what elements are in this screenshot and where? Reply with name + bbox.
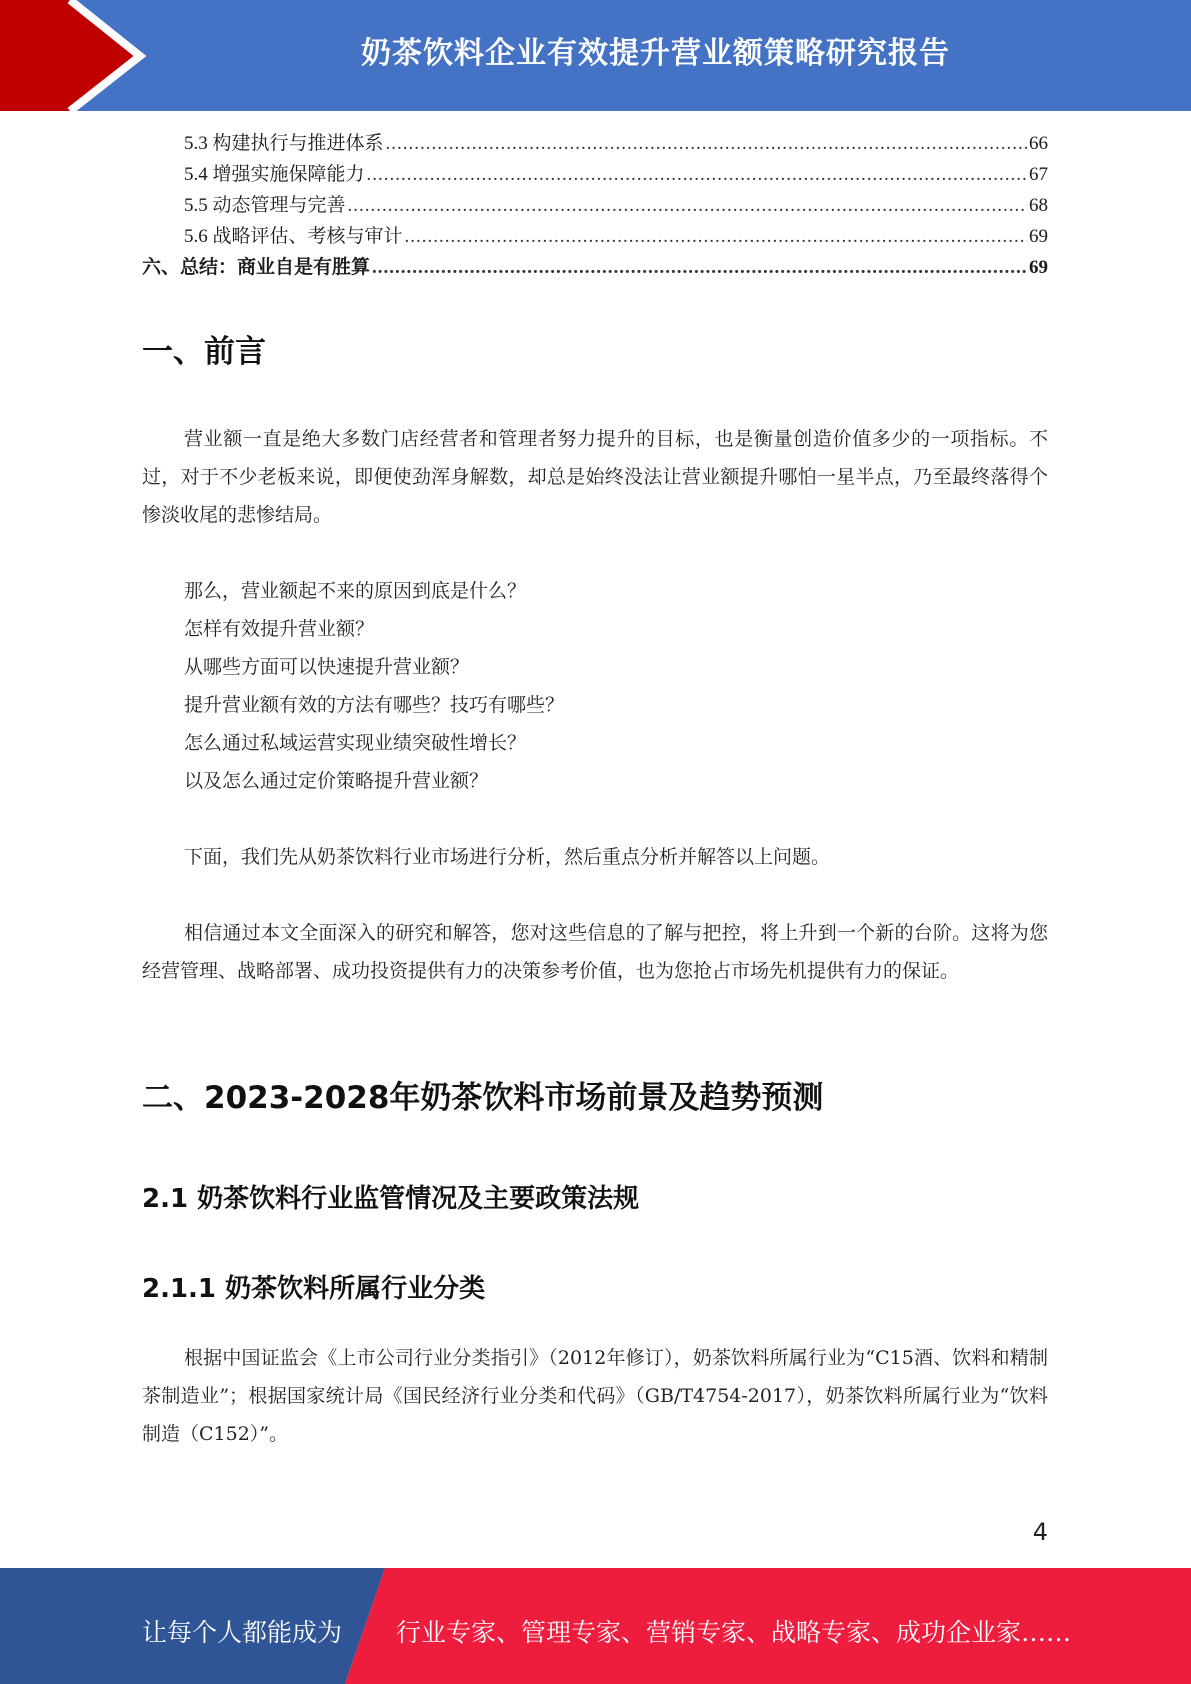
question-item: 那么，营业额起不来的原因到底是什么？ xyxy=(184,580,527,602)
toc-dot-leader xyxy=(348,195,1027,217)
conclusion-paragraph: 相信通过本文全面深入的研究和解答，您对这些信息的了解与把控，将上升到一个新的台阶。这将为您经营管理、战略部署、成功投资提供有力的决策参考价值，也为您抢占市场先机提供有力的保证。 xyxy=(142,922,1048,982)
toc-entry[interactable] xyxy=(142,159,1048,190)
toc-entry[interactable] xyxy=(142,252,1048,283)
toc-dot-leader xyxy=(386,133,1027,155)
page-header xyxy=(0,0,1191,111)
section-heading-market-outlook: 二、2023-2028年奶茶饮料市场前景及趋势预测 xyxy=(142,1080,824,1116)
toc-dot-leader xyxy=(372,257,1027,279)
question-list xyxy=(184,572,564,800)
subsection-heading-regulation: 2.1 奶茶饮料行业监管情况及主要政策法规 xyxy=(142,1184,640,1214)
footer-slogan-right: 行业专家、管理专家、营销专家、战略专家、成功企业家…… xyxy=(396,1618,1072,1647)
toc-entry-page: 66 xyxy=(1029,133,1048,154)
report-title: 奶茶饮料企业有效提升营业额策略研究报告 xyxy=(361,36,950,71)
toc-entry-label: 5.5 动态管理与完善 xyxy=(184,195,346,216)
toc-entry[interactable] xyxy=(142,128,1048,159)
footer-slogan-left: 让每个人都能成为 xyxy=(142,1618,343,1647)
toc-entry-page: 69 xyxy=(1029,226,1048,247)
question-item: 怎样有效提升营业额？ xyxy=(184,618,375,640)
toc-entry-label: 5.6 战略评估、考核与审计 xyxy=(184,226,403,247)
transition-paragraph: 下面，我们先从奶茶饮料行业市场进行分析，然后重点分析并解答以上问题。 xyxy=(184,846,831,868)
toc-dot-leader xyxy=(405,226,1027,248)
toc-entry-label: 六、总结：商业自是有胜算 xyxy=(142,257,371,278)
toc-entry-page: 69 xyxy=(1029,257,1048,278)
section-heading-preface: 一、前言 xyxy=(142,334,266,370)
preface-intro-paragraph: 营业额一直是绝大多数门店经营者和管理者努力提升的目标，也是衡量创造价值多少的一项指标。不过，对于不少老板来说，即便使劲浑身解数，却总是始终没法让营业额提升哪怕一星半点，乃至最终落得个惨淡收尾的悲惨结局。 xyxy=(142,428,1048,526)
table-of-contents xyxy=(142,128,1048,283)
toc-entry[interactable] xyxy=(142,221,1048,252)
classification-paragraph: 根据中国证监会《上市公司行业分类指引》（2012年修订），奶茶饮料所属行业为“C15酒、饮料和精制茶制造业”；根据国家统计局《国民经济行业分类和代码》（GB/T4754-2017），奶茶饮料所属行业为“饮料制造（C152）”。 xyxy=(142,1347,1048,1445)
page-footer xyxy=(0,1568,1191,1684)
toc-entry-label: 5.4 增强实施保障能力 xyxy=(184,164,365,185)
page-number: 4 xyxy=(1032,1518,1048,1546)
subsection-heading-classification: 2.1.1 奶茶饮料所属行业分类 xyxy=(142,1274,486,1304)
toc-entry-label: 5.3 构建执行与推进体系 xyxy=(184,133,384,154)
question-item: 以及怎么通过定价策略提升营业额？ xyxy=(184,770,489,792)
toc-entry[interactable] xyxy=(142,190,1048,221)
toc-entry-page: 68 xyxy=(1029,195,1048,216)
question-item: 怎么通过私域运营实现业绩突破性增长？ xyxy=(184,732,527,754)
question-item: 从哪些方面可以快速提升营业额？ xyxy=(184,656,470,678)
toc-dot-leader xyxy=(367,164,1027,186)
question-item: 提升营业额有效的方法有哪些？技巧有哪些？ xyxy=(184,694,565,716)
toc-entry-page: 67 xyxy=(1029,164,1048,185)
